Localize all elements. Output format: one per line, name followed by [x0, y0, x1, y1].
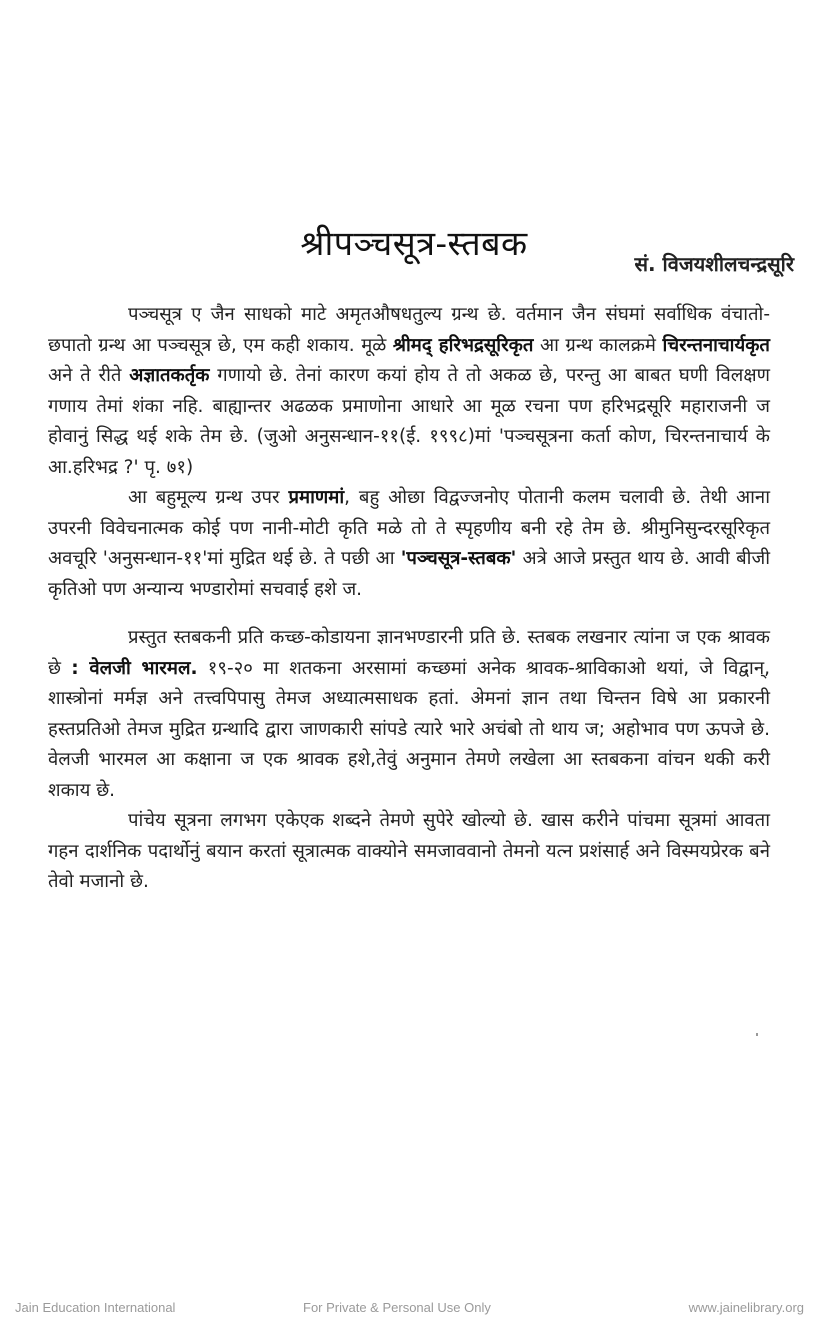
text-run: प्रस्तुत स्तबकनी प्रति कच्छ-कोडायना ज्ञानभण्डारनी प्रति छे. स्तबक लखनार त्यांना ज एक श्रावक छे: [48, 627, 770, 679]
text-run: अत्रे आजे प्रस्तुत थाय छे. आवी बीजी कृतिओ पण अन्यान्य भण्डारोमां सचवाई हशे ज.: [48, 548, 770, 600]
text-run: , बहु ओछा विद्वज्जनोए पोतानी कलम चलावी छे. तेथी आना उपरनी विवेचनात्मक कोई पण नानी-मोटी कृति मळे तो ते स्पृहणीय बनी रहे तेम छे. श्रीमुनिसुन्दरसूरिकृत अवचूरि 'अनुसन्धान-११'मां मुद्रित थई छे. ते पछी आ: [48, 487, 770, 569]
bold-run: : वेलजी भारमल.: [71, 657, 198, 679]
text-run: पञ्चसूत्र ए जैन साधको माटे अमृतऔषधतुल्य ग्रन्थ छे. वर्तमान जैन संघमां सर्वाधिक वंचातो-छपातो ग्रन्थ आ पञ्चसूत्र छे, एम कही शकाय. मूळे: [48, 304, 770, 356]
author-line: सं. विजयशीलचन्द्रसूरि: [634, 252, 794, 276]
paragraph-2: [48, 483, 770, 605]
bold-run: प्रमाणमां: [288, 487, 345, 508]
footer-usage-notice: For Private & Personal Use Only: [303, 1300, 491, 1315]
text-run: १९-२० मा शतकना अरसामां कच्छमां अनेक श्रावक-श्राविकाओ थयां, जे विद्वान्, शास्त्रोनां मर्मज्ञ अने तत्त्वपिपासु तेमज अध्यात्मसाधक हतां. अेमनां ज्ञान तथा चिन्तन विषे आ प्रकारनी हस्तप्रतिओ तेमज मुद्रित ग्रन्थादि द्वारा जाणकारी सांपडे त्यारे भारे अचंबो तो थाय ज; अहोभाव पण ऊपजे छे. वेलजी भारमल आ कक्षाना ज एक श्रावक हशे,तेवुं अनुमान तेमणे लखेला आ स्तबकना वांचन थकी करी शकाय छे.: [48, 657, 770, 801]
text-run: आ ग्रन्थ कालक्रमे: [533, 334, 663, 356]
bold-run: अज्ञातकर्तृक: [129, 365, 210, 386]
footer-publisher: Jain Education International: [15, 1300, 176, 1315]
scan-artifact-mark: [756, 1033, 758, 1036]
page-title: श्रीपञ्चसूत्र-स्तबक: [300, 223, 528, 264]
paragraph-1: [48, 300, 770, 483]
paragraph-3: [48, 623, 770, 806]
bold-run: 'पञ्चसूत्र-स्तबक': [400, 548, 517, 569]
text-run: आ बहुमूल्य ग्रन्थ उपर: [128, 487, 289, 508]
paragraph-4: [48, 806, 770, 898]
footer-website-link[interactable]: www.jainelibrary.org: [688, 1300, 804, 1315]
text-run: अने ते रीते: [48, 365, 130, 386]
text-run: पांचेय सूत्रना लगभग एकेएक शब्दने तेमणे सुपेरे खोल्यो छे. खास करीने पांचमा सूत्रमां आवता गहन दार्शनिक पदार्थोनुं बयान करतां सूत्रात्मक वाक्योने समजाववानो तेमनो यत्न प्रशंसार्ह अने विस्मयप्रेरक बने तेवो मजानो छे.: [48, 810, 770, 892]
bold-run: चिरन्तनाचार्यकृत: [662, 334, 770, 356]
body-text: [48, 300, 770, 898]
bold-run: श्रीमद् हरिभद्रसूरिकृत: [392, 334, 534, 356]
footer: [0, 1300, 828, 1320]
text-run: गणायो छे. तेनां कारण कयां होय ते तो अकळ छे, परन्तु आ बाबत घणी विलक्षण गणाय तेमां शंका नहि. बाह्यान्तर अढळक प्रमाणोना आधारे आ मूळ रचना पण हरिभद्रसूरि महाराजनी ज होवानुं सिद्ध थई शके तेम छे. (जुओ अनुसन्धान-११(ई. १९९८)मां 'पञ्चसूत्रना कर्ता कोण, चिरन्तनाचार्य के आ.हरिभद्र ?' पृ. ७१): [48, 365, 770, 478]
